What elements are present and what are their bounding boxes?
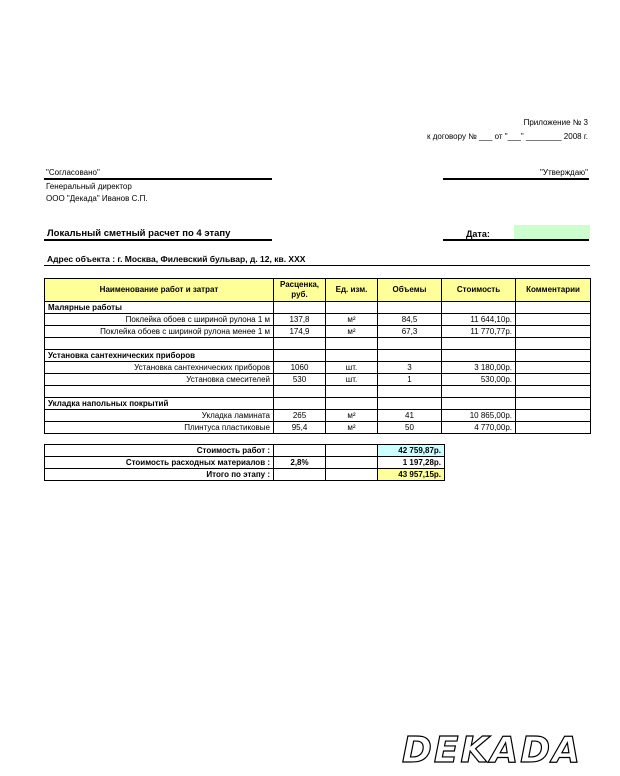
table-row (45, 314, 591, 326)
totals-table (44, 444, 445, 481)
total-stage-value: 43 957,15р. (378, 469, 445, 481)
empty-cell (274, 350, 326, 362)
address-underline (44, 265, 590, 266)
empty-cell (274, 469, 326, 481)
col-header-rate: Расценка, руб. (274, 279, 326, 302)
work-rate: 265 (274, 410, 326, 422)
work-volume: 3 (378, 362, 442, 374)
empty-cell (516, 338, 591, 350)
empty-cell (274, 445, 326, 457)
total-work-row (45, 445, 445, 457)
work-cost: 11 770,77р. (442, 326, 516, 338)
table-row (45, 422, 591, 434)
empty-cell (326, 350, 378, 362)
empty-cell (326, 445, 378, 457)
total-stage-row (45, 469, 445, 481)
empty-cell (442, 398, 516, 410)
agreed-underline (44, 178, 272, 180)
empty-cell (45, 386, 274, 398)
work-volume: 84,5 (378, 314, 442, 326)
section-title: Установка сантехнических приборов (45, 350, 274, 362)
empty-cell (442, 302, 516, 314)
contract-label: к договору № ___ от "___" ________ 2008 г. (426, 132, 588, 141)
total-materials-row (45, 457, 445, 469)
work-name: Плинтуса пластиковые (45, 422, 274, 434)
work-name: Установка сантехнических приборов (45, 362, 274, 374)
empty-cell (274, 338, 326, 350)
empty-cell (326, 338, 378, 350)
section-title: Малярные работы (45, 302, 274, 314)
approve-label: "Утверждаю" (540, 168, 588, 177)
date-label: Дата: (466, 229, 490, 239)
spacer-row (45, 338, 591, 350)
work-rate: 174,9 (274, 326, 326, 338)
work-comment (516, 326, 591, 338)
work-cost: 11 644,10р. (442, 314, 516, 326)
col-header-unit: Ед. изм. (326, 279, 378, 302)
estimate-title: Локальный сметный расчет по 4 этапу (47, 228, 231, 239)
col-header-volume: Объемы (378, 279, 442, 302)
work-cost: 4 770,00р. (442, 422, 516, 434)
total-work-label: Стоимость работ : (45, 445, 274, 457)
work-unit: м² (326, 422, 378, 434)
empty-cell (326, 302, 378, 314)
empty-cell (326, 398, 378, 410)
work-comment (516, 314, 591, 326)
work-rate: 530 (274, 374, 326, 386)
total-stage-label: Итого по этапу : (45, 469, 274, 481)
work-cost: 530,00р. (442, 374, 516, 386)
approve-underline (443, 178, 589, 180)
work-volume: 67,3 (378, 326, 442, 338)
col-header-cost: Стоимость (442, 279, 516, 302)
table-row (45, 362, 591, 374)
empty-cell (274, 398, 326, 410)
table-row (45, 410, 591, 422)
empty-cell (516, 398, 591, 410)
empty-cell (326, 457, 378, 469)
empty-cell (442, 386, 516, 398)
work-volume: 41 (378, 410, 442, 422)
work-rate: 95,4 (274, 422, 326, 434)
date-underline (443, 239, 589, 241)
empty-cell (378, 350, 442, 362)
dekada-logo (398, 728, 606, 768)
total-work-value: 42 759,87р. (378, 445, 445, 457)
work-name: Установка смесителей (45, 374, 274, 386)
empty-cell (326, 469, 378, 481)
section-title: Укладка напольных покрытий (45, 398, 274, 410)
col-header-comment: Комментарии (516, 279, 591, 302)
section-row (45, 398, 591, 410)
empty-cell (326, 386, 378, 398)
work-comment (516, 362, 591, 374)
empty-cell (274, 302, 326, 314)
work-unit: м² (326, 326, 378, 338)
empty-cell (274, 386, 326, 398)
work-comment (516, 410, 591, 422)
empty-cell (442, 350, 516, 362)
empty-cell (442, 338, 516, 350)
total-materials-percent: 2,8% (274, 457, 326, 469)
total-materials-label: Стоимость расходных материалов : (45, 457, 274, 469)
logo-text: DEKADA (402, 730, 582, 768)
section-row (45, 350, 591, 362)
total-materials-value: 1 197,28р. (378, 457, 445, 469)
work-name: Поклейка обоев с шириной рулона 1 м (45, 314, 274, 326)
empty-cell (516, 386, 591, 398)
col-header-name: Наименование работ и затрат (45, 279, 274, 302)
empty-cell (378, 302, 442, 314)
date-field[interactable] (514, 225, 590, 239)
table-header-row (45, 279, 591, 302)
work-unit: м² (326, 314, 378, 326)
empty-cell (516, 350, 591, 362)
object-address: Адрес объекта : г. Москва, Филевский бульвар, д. 12, кв. XXX (47, 254, 306, 264)
work-unit: шт. (326, 374, 378, 386)
work-name: Поклейка обоев с шириной рулона менее 1 м (45, 326, 274, 338)
work-volume: 50 (378, 422, 442, 434)
appendix-label: Приложение № 3 (523, 118, 588, 127)
work-rate: 1060 (274, 362, 326, 374)
title-underline (44, 239, 272, 241)
work-name: Укладка ламината (45, 410, 274, 422)
work-unit: м² (326, 410, 378, 422)
work-comment (516, 374, 591, 386)
spacer-row (45, 386, 591, 398)
work-comment (516, 422, 591, 434)
director-label: Генеральный директор (46, 182, 132, 191)
empty-cell (378, 338, 442, 350)
work-volume: 1 (378, 374, 442, 386)
work-cost: 3 180,00р. (442, 362, 516, 374)
table-row (45, 326, 591, 338)
empty-cell (516, 302, 591, 314)
work-unit: шт. (326, 362, 378, 374)
agreed-label: "Согласовано" (46, 168, 100, 177)
work-cost: 10 865,00р. (442, 410, 516, 422)
section-row (45, 302, 591, 314)
table-row (45, 374, 591, 386)
empty-cell (45, 338, 274, 350)
empty-cell (378, 398, 442, 410)
estimate-table (44, 278, 591, 434)
work-rate: 137,8 (274, 314, 326, 326)
company-label: ООО "Декада" Иванов С.П. (46, 194, 148, 203)
empty-cell (378, 386, 442, 398)
